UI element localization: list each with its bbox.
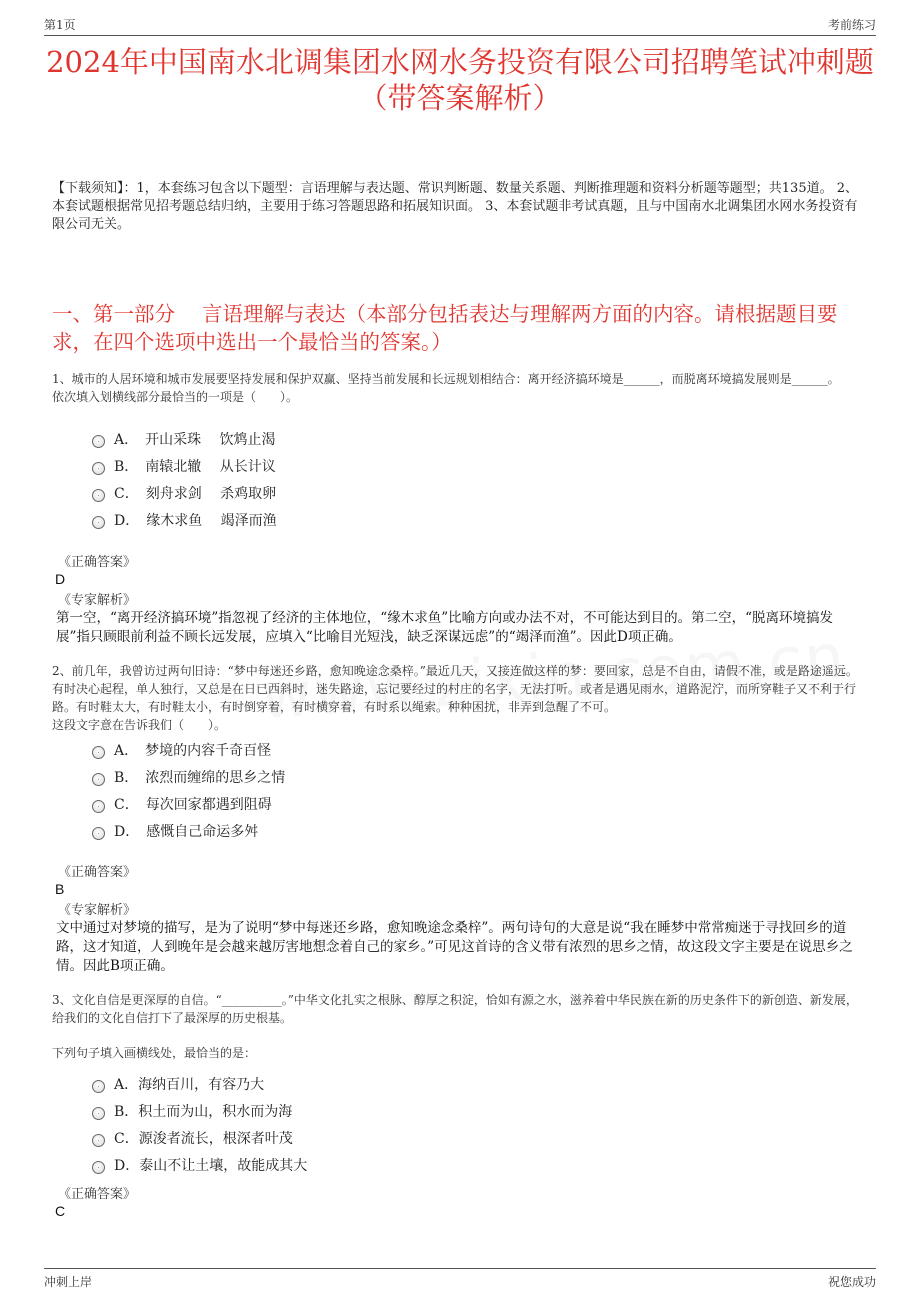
analysis-label: 《专家解析》: [58, 593, 137, 608]
radio-icon[interactable]: [92, 1080, 105, 1093]
answer-label: 《正确答案》: [58, 555, 137, 570]
answer-label: 《正确答案》: [58, 865, 137, 880]
radio-icon[interactable]: [92, 489, 105, 502]
question-prompt: 下列句子填入画横线处，最恰当的是：: [52, 1046, 257, 1060]
question-stem: 2、前几年，我曾访过两句旧诗：“梦中每迷还乡路，愈知晚途念桑梓。”最近几天，又接连做这样的梦：要回家，总是不自由，请假不准，或是路途遥远。有时决心起程，单人独行，又总是在日已西斜时，迷失路途，忘记要经过的村庄的名字，无法打听。或者是遇见雨水，道路泥泞，而所穿鞋子又不利于行路。有时鞋太大，有时鞋太小，有时倒穿着，有时横穿着，有时系以绳索。种种困扰，非弄到急醒了不可。: [52, 664, 858, 714]
question-2: [52, 662, 868, 734]
answer-value: B: [55, 881, 65, 897]
question-stem: 3、文化自信是更深厚的自信。“__________。”中华文化扎实之根脉、醇厚之积淀，恰如有源之水，滋养着中华民族在新的历史条件下的新创造、新发展，给我们的文化自信打下了最深厚的历史根基。: [52, 993, 858, 1025]
page-footer: [44, 1268, 876, 1290]
question-1: [52, 370, 868, 406]
answer-value: D: [55, 571, 66, 587]
question-3: [52, 991, 868, 1027]
radio-icon[interactable]: [92, 800, 105, 813]
radio-icon[interactable]: [92, 435, 105, 448]
question-stem: 1、城市的人居环境和城市发展要坚持发展和保护双赢、坚持当前发展和长远规划相结合：离开经济搞环境是______，而脱离环境搞发展则是______。: [52, 372, 840, 386]
footer-left: 冲刺上岸: [44, 1275, 93, 1289]
radio-icon[interactable]: [92, 1107, 105, 1120]
radio-icon[interactable]: [92, 1161, 105, 1174]
analysis-text: 文中通过对梦境的描写，是为了说明“梦中每迷还乡路，愈知晚途念桑梓”。两句诗句的大意是说“我在睡梦中常常痴迷于寻找回乡的道路，这才知道，人到晚年是会越来越厉害地想念着自己的家乡。”可见这首诗的含义带有浓烈的思乡之情，故这段文字主要是在说思乡之情。因此B项正确。: [56, 920, 853, 974]
page-number: 第1页: [44, 18, 76, 32]
radio-icon[interactable]: [92, 746, 105, 759]
answer-label: 《正确答案》: [58, 1187, 137, 1202]
download-notice: 【下载须知】：1，本套练习包含以下题型：言语理解与表达题、常识判断题、数量关系题、判断推理题和资料分析题等题型；共135道。 2、本套试题根据常见招考题总结归纳，主要用于练习答题思路和拓展知识面。 3、本套试题非考试真题，且与中国南水北调集团水网水务投资有限公司无关。: [52, 181, 858, 232]
question-3-prompt: [52, 1044, 868, 1062]
analysis-label: 《专家解析》: [58, 903, 137, 918]
footer-right: 祝您成功: [827, 1275, 876, 1289]
document-title: 2024年中国南水北调集团水网水务投资有限公司招聘笔试冲刺题（带答案解析）: [46, 45, 874, 115]
question-prompt: 依次填入划横线部分最恰当的一项是（ ）。: [52, 390, 299, 404]
radio-icon[interactable]: [92, 462, 105, 475]
analysis-text: 第一空，“离开经济搞环境”指忽视了经济的主体地位，“缘木求鱼”比喻方向或办法不对，不可能达到目的。第二空，“脱离环境搞发展”指只顾眼前利益不顾长远发展，应填入“比喻目光短浅，缺乏深谋远虑”的“竭泽而渔”。因此D项正确。: [56, 610, 834, 645]
section-heading: 一、第一部分 言语理解与表达（本部分包括表达与理解两方面的内容。请根据题目要求，在四个选项中选出一个最恰当的答案。）: [52, 302, 838, 354]
radio-icon[interactable]: [92, 773, 105, 786]
radio-icon[interactable]: [92, 1134, 105, 1147]
radio-icon[interactable]: [92, 516, 105, 529]
header-tag: 考前练习: [827, 18, 876, 32]
radio-icon[interactable]: [92, 827, 105, 840]
answer-value: C: [55, 1203, 66, 1219]
page-header: [44, 14, 876, 36]
question-prompt: 这段文字意在告诉我们（ ）。: [52, 718, 227, 732]
